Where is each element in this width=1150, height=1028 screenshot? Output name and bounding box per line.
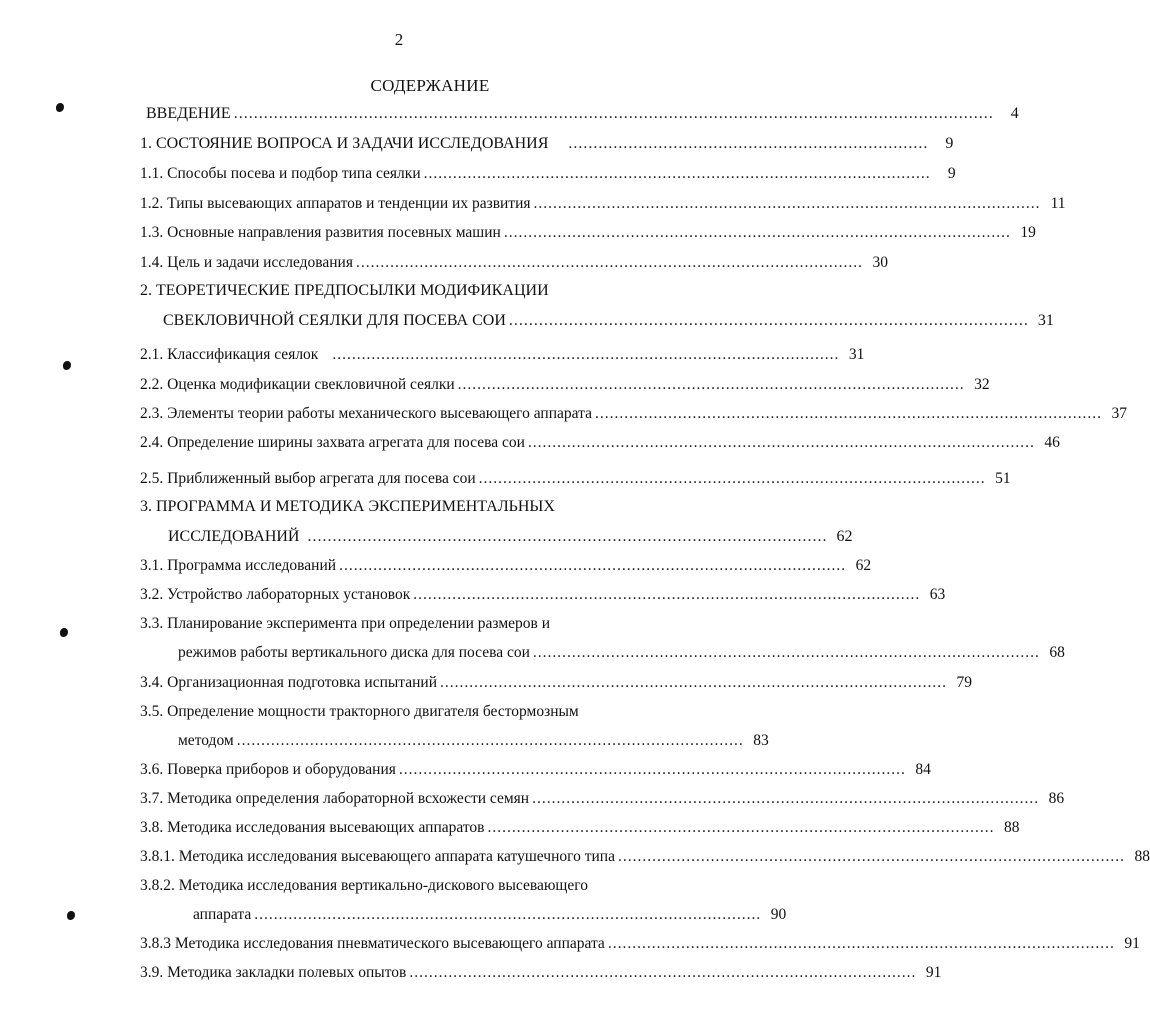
toc-entry[interactable] bbox=[163, 311, 1054, 331]
toc-entry[interactable] bbox=[140, 760, 931, 780]
toc-entry-page: 4 bbox=[1010, 105, 1019, 122]
toc-title: СОДЕРЖАНИЕ bbox=[370, 76, 490, 95]
toc-entry-page: 62 bbox=[855, 557, 872, 574]
toc-entry-page: 32 bbox=[974, 376, 990, 393]
toc-entry-title: 2.2. Оценка модификации свекловичной сеялки bbox=[140, 376, 455, 393]
toc-entry-page: 31 bbox=[848, 346, 865, 363]
toc-entry-title: 3.1. Программа исследований bbox=[140, 557, 337, 574]
toc-entry[interactable] bbox=[193, 905, 787, 925]
toc-entry[interactable] bbox=[140, 963, 942, 983]
toc-entry-title: 1.2. Типы высевающих аппаратов и тенденции их развития bbox=[140, 195, 531, 212]
toc-entry-line1: 3.5. Определение мощности тракторного двигателя бестормозным bbox=[140, 703, 579, 720]
toc-entry-line1: 2. ТЕОРЕТИЧЕСКИЕ ПРЕДПОСЫЛКИ МОДИФИКАЦИИ bbox=[140, 282, 549, 299]
toc-leader: ........................................................................................................ bbox=[254, 906, 762, 923]
toc-entry-page: 83 bbox=[753, 732, 769, 749]
toc-entry-title: 1.1. Способы посева и подбор типа сеялки bbox=[140, 165, 421, 182]
toc-entry[interactable] bbox=[140, 789, 1065, 809]
toc-entry-title: 3.6. Поверка приборов и оборудования bbox=[140, 761, 396, 778]
toc-leader: ........................................................................................................ bbox=[440, 674, 948, 691]
toc-entry-title: режимов работы вертикального диска для посева сои bbox=[178, 644, 530, 661]
toc-entry-page: 31 bbox=[1037, 312, 1054, 329]
toc-entry-page: 37 bbox=[1111, 405, 1127, 422]
toc-entry-title: СВЕКЛОВИЧНОЙ СЕЯЛКИ ДЛЯ ПОСЕВА СОИ bbox=[163, 312, 506, 329]
toc-entry[interactable] bbox=[178, 731, 769, 751]
toc-leader: ........................................................................................................ bbox=[532, 644, 1040, 661]
toc-leader: ........................................................................................................ bbox=[355, 254, 863, 271]
toc-entry-page: 46 bbox=[1044, 434, 1060, 451]
toc-entry-title: 3.8. Методика исследования высевающих аппаратов bbox=[140, 819, 485, 836]
toc-entry-title: 2.5. Приближенный выбор агрегата для посева сои bbox=[140, 470, 476, 487]
toc-entry-page: 68 bbox=[1049, 644, 1065, 661]
toc-entry-line1: 3. ПРОГРАММА И МЕТОДИКА ЭКСПЕРИМЕНТАЛЬНЫХ bbox=[140, 498, 555, 515]
toc-entry[interactable] bbox=[140, 673, 973, 693]
toc-leader: ........................................................................................................ bbox=[508, 312, 1029, 329]
toc-entry-line1: 3.3. Планирование эксперимента при определении размеров и bbox=[140, 615, 550, 632]
toc-entry[interactable] bbox=[140, 934, 1140, 954]
toc-entry[interactable] bbox=[140, 345, 865, 365]
toc-leader: ........................................................................................................ bbox=[503, 224, 1011, 241]
toc-entry-page: 19 bbox=[1020, 224, 1036, 241]
scan-mark bbox=[67, 911, 75, 920]
toc-entry-title: аппарата bbox=[193, 906, 252, 923]
page-number: 2 bbox=[394, 30, 404, 49]
toc-leader: ........................................................................................................ bbox=[339, 557, 847, 574]
toc-entry-title: 3.2. Устройство лабораторных установок bbox=[140, 586, 411, 603]
toc-entry-title: 1.4. Цель и задачи исследования bbox=[140, 254, 353, 271]
toc-leader: ........................................................................................................ bbox=[478, 470, 986, 487]
toc-entry-page: 84 bbox=[915, 761, 931, 778]
toc-entry-title: 3.9. Методика закладки полевых опытов bbox=[140, 964, 407, 981]
scan-mark bbox=[63, 361, 71, 370]
toc-leader: ........................................................................................................ bbox=[413, 586, 921, 603]
toc-entry[interactable] bbox=[140, 469, 1011, 489]
toc-entry-page: 86 bbox=[1048, 790, 1065, 807]
toc-leader: ........................................................................................................ bbox=[457, 376, 965, 393]
toc-leader: ........................................................................................................ bbox=[409, 964, 917, 981]
toc-entry-title: 3.7. Методика определения лабораторной всхожести семян bbox=[140, 790, 530, 807]
toc-leader: ........................................................................ bbox=[568, 135, 929, 152]
toc-entry-title: 1.3. Основные направления развития посевных машин bbox=[140, 224, 501, 241]
scan-mark bbox=[60, 628, 68, 637]
toc-entry-title: 3.8.1. Методика исследования высевающего аппарата катушечного типа bbox=[140, 848, 615, 865]
toc-entry[interactable] bbox=[140, 556, 872, 576]
toc-entry[interactable] bbox=[140, 818, 1020, 838]
toc-entry[interactable] bbox=[140, 253, 888, 273]
toc-entry[interactable] bbox=[146, 104, 1019, 124]
toc-leader: ........................................................................................................ bbox=[487, 819, 995, 836]
toc-entry-page: 62 bbox=[836, 528, 853, 545]
toc-leader: ........................................................................................................ bbox=[532, 790, 1040, 807]
toc-entry-title: методом bbox=[178, 732, 234, 749]
toc-entry-page: 9 bbox=[945, 135, 954, 152]
toc-entry-page: 11 bbox=[1050, 195, 1066, 212]
toc-leader: ........................................................................................................ bbox=[398, 761, 906, 778]
toc-leader: ........................................................................................................ bbox=[423, 165, 931, 182]
toc-entry-title: 2.3. Элементы теории работы механического высевающего аппарата bbox=[140, 405, 592, 422]
toc-entry[interactable] bbox=[140, 194, 1066, 214]
scan-mark bbox=[56, 103, 64, 112]
toc-entry[interactable] bbox=[178, 643, 1065, 663]
toc-entry-title: ВВЕДЕНИЕ bbox=[146, 105, 231, 122]
toc-entry-page: 9 bbox=[947, 165, 956, 182]
toc-entry-title: 3.4. Организационная подготовка испытаний bbox=[140, 674, 438, 691]
toc-entry-title: 3.8.3 Методика исследования пневматического высевающего аппарата bbox=[140, 935, 605, 952]
toc-entry[interactable] bbox=[140, 404, 1127, 424]
toc-entry-page: 63 bbox=[929, 586, 946, 603]
toc-entry-title: 2.1. Классификация сеялок bbox=[140, 346, 319, 363]
toc-entry-page: 90 bbox=[770, 906, 787, 923]
toc-leader: ........................................................................................................................................................ bbox=[233, 105, 994, 122]
toc-leader: ........................................................................................................ bbox=[236, 732, 744, 749]
toc-entry-page: 30 bbox=[872, 254, 888, 271]
toc-leader: ........................................................................................................ bbox=[607, 935, 1115, 952]
toc-leader: ........................................................................................................ bbox=[617, 848, 1125, 865]
toc-entry[interactable] bbox=[140, 223, 1036, 243]
toc-entry[interactable] bbox=[140, 375, 990, 395]
toc-entry[interactable] bbox=[140, 585, 946, 605]
toc-leader: ........................................................................................................ bbox=[594, 405, 1102, 422]
toc-entry-line1: 3.8.2. Методика исследования вертикально-дискового высевающего bbox=[140, 877, 588, 894]
toc-entry-title: ИССЛЕДОВАНИЙ bbox=[168, 528, 300, 545]
toc-entry-page: 88 bbox=[1004, 819, 1020, 836]
toc-entry-title: 2.4. Определение ширины захвата агрегата для посева сои bbox=[140, 434, 525, 451]
toc-entry-page: 91 bbox=[925, 964, 942, 981]
toc-leader: ........................................................................................................ bbox=[527, 434, 1035, 451]
toc-leader: ........................................................................................................ bbox=[533, 195, 1041, 212]
toc-entry-page: 51 bbox=[995, 470, 1011, 487]
toc-entry[interactable] bbox=[140, 847, 1150, 867]
toc-entry[interactable] bbox=[140, 164, 956, 184]
toc-entry[interactable] bbox=[140, 433, 1060, 453]
toc-entry-page: 79 bbox=[956, 674, 973, 691]
toc-entry-title: 1. СОСТОЯНИЕ ВОПРОСА И ЗАДАЧИ ИССЛЕДОВАНИЯ bbox=[140, 135, 549, 152]
toc-entry[interactable] bbox=[140, 134, 954, 154]
toc-entry-page: 88 bbox=[1134, 848, 1150, 865]
toc-entry-page: 91 bbox=[1124, 935, 1140, 952]
toc-entry[interactable] bbox=[168, 527, 853, 547]
toc-leader: ........................................................................................................ bbox=[332, 346, 840, 363]
toc-leader: ........................................................................................................ bbox=[307, 528, 828, 545]
